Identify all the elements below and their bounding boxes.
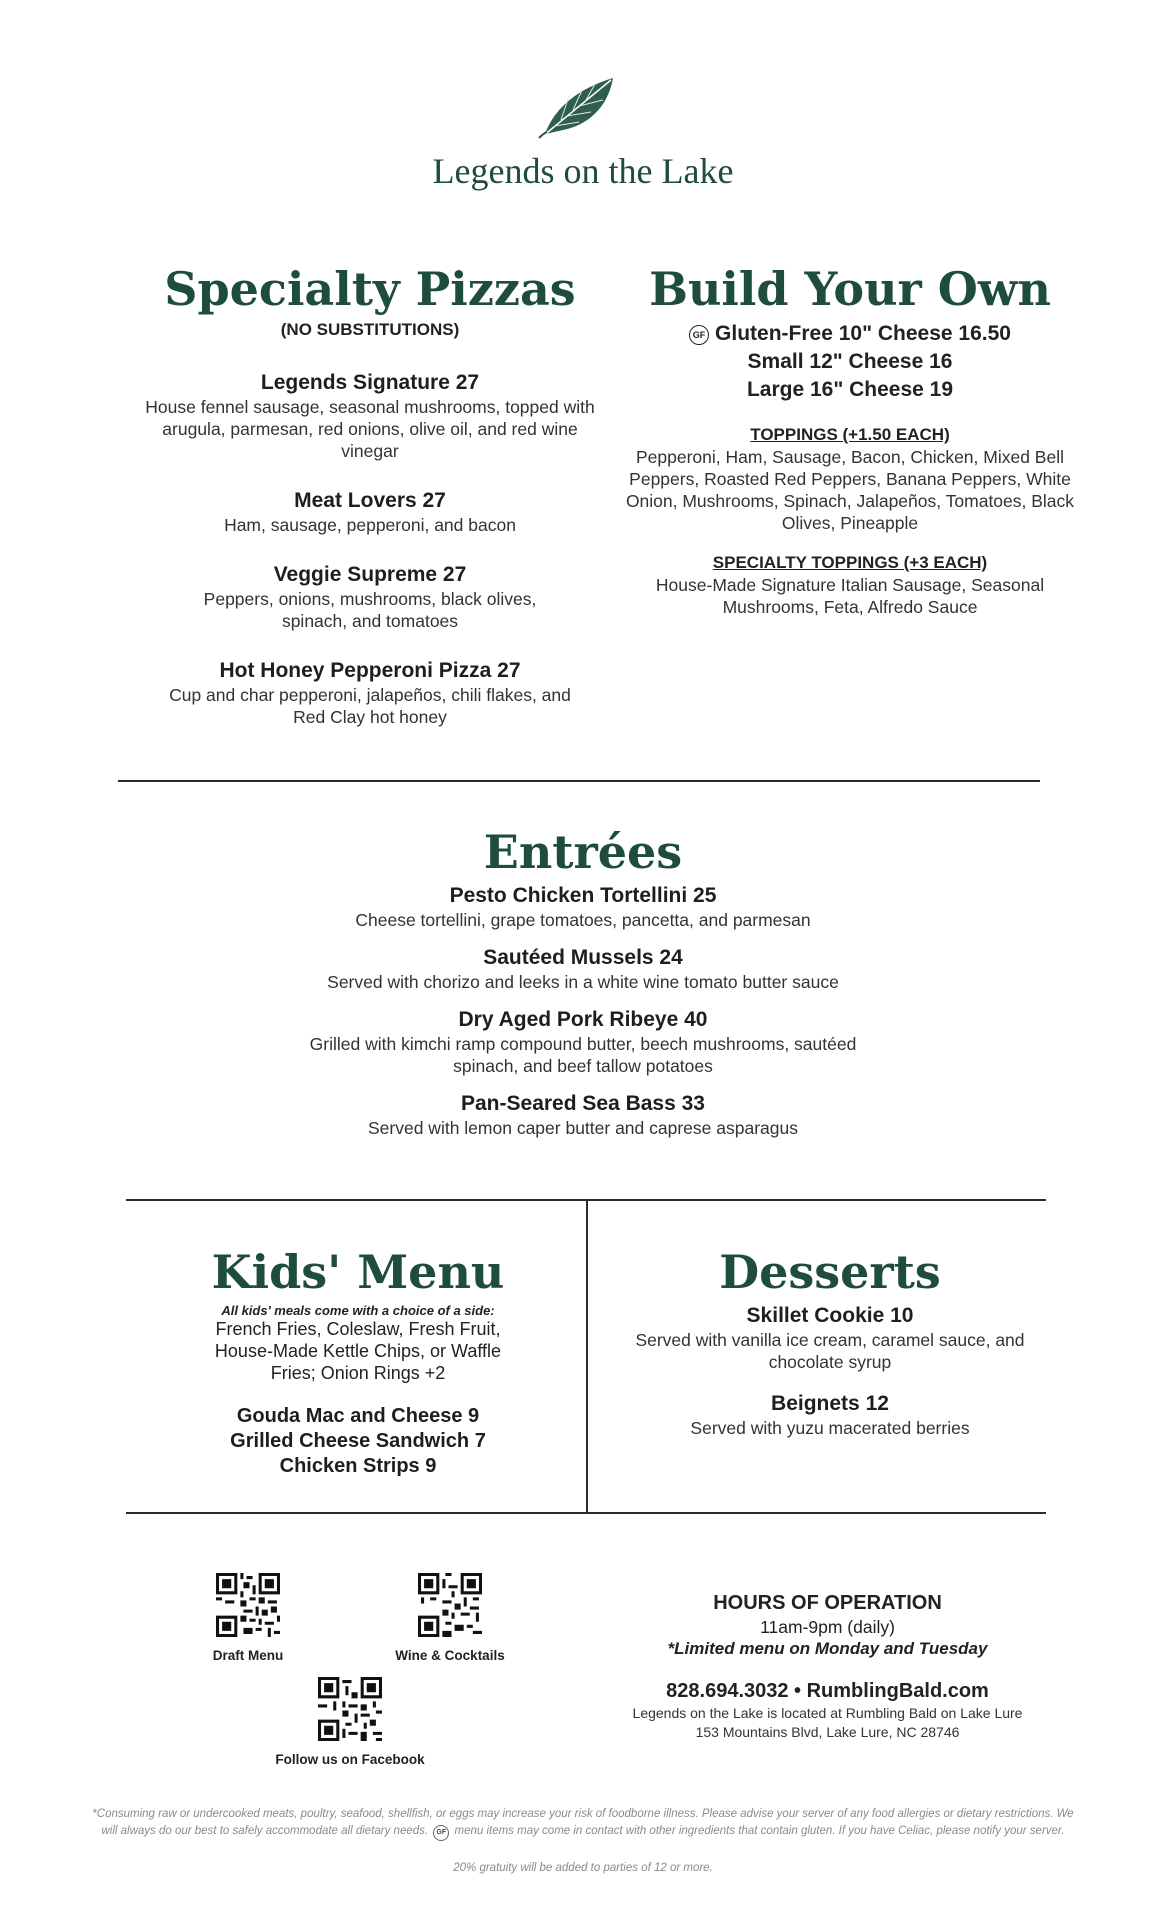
- gluten-free-icon: GF: [689, 325, 709, 345]
- item-name: Dry Aged Pork Ribeye 40: [458, 1008, 708, 1031]
- section-title: Kids' Menu: [211, 1245, 505, 1299]
- section-title: Build Your Own: [649, 262, 1051, 316]
- item-description: Served with vanilla ice cream, caramel sauce, and chocolate syrup: [635, 1330, 1025, 1372]
- qr-wine-cocktails[interactable]: [380, 1573, 520, 1663]
- item-description: Grilled with kimchi ramp compound butter, beech mushrooms, sautéed spinach, and beef tallow potatoes: [309, 1034, 857, 1076]
- item-name: Legends Signature 27: [260, 371, 480, 394]
- item-name: Meat Lovers 27: [294, 489, 446, 512]
- item-description: Cheese tortellini, grape tomatoes, pancetta, and parmesan: [355, 910, 811, 930]
- specialty-toppings-heading: SPECIALTY TOPPINGS (+3 EACH): [712, 553, 988, 572]
- menu-item: [130, 370, 610, 462]
- divider: [126, 1512, 1046, 1514]
- entrees-section: [250, 825, 916, 1139]
- item-description: Ham, sausage, pepperoni, and bacon: [224, 515, 516, 535]
- item-name: Skillet Cookie 10: [746, 1304, 914, 1327]
- qr-code-icon: [418, 1573, 482, 1637]
- menu-item: [250, 883, 916, 931]
- section-title: Desserts: [719, 1245, 941, 1299]
- hours-section: [600, 1590, 1055, 1742]
- location-text: Legends on the Lake is located at Rumbling Bald on Lake Lure: [632, 1705, 1023, 1721]
- item-name: Hot Honey Pepperoni Pizza 27: [219, 659, 521, 682]
- section-title: Specialty Pizzas: [164, 262, 576, 316]
- kids-items: [128, 1404, 588, 1479]
- qr-code-icon: [216, 1573, 280, 1637]
- item-name: Sautéed Mussels 24: [483, 946, 683, 969]
- size-option: Small 12" Cheese 16: [747, 350, 953, 373]
- hours-note: *Limited menu on Monday and Tuesday: [667, 1639, 988, 1658]
- hours-times: 11am-9pm (daily): [760, 1617, 895, 1637]
- disclaimer-text: *Consuming raw or undercooked meats, poultry, seafood, shellfish, or eggs may increase your risk of foodborne illness. Please advise your server of any food allergies or dietary restrictions. We will always do our best to safely accommodate all dietary needs.: [92, 1808, 1074, 1837]
- specialty-pizzas-section: [130, 262, 610, 728]
- hours-heading: HOURS OF OPERATION: [713, 1592, 942, 1614]
- build-your-own-section: [625, 262, 1075, 618]
- item-name: Beignets 12: [771, 1392, 889, 1415]
- section-subtitle: (NO SUBSTITUTIONS): [280, 320, 460, 339]
- menu-item: [250, 1007, 916, 1077]
- item-description: House fennel sausage, seasonal mushrooms, topped with arugula, parmesan, red onions, olive oil, and red wine vinegar: [145, 397, 595, 461]
- item-name: Pan-Seared Sea Bass 33: [461, 1092, 705, 1115]
- size-option: Large 16" Cheese 19: [746, 378, 954, 401]
- size-option: GF Gluten-Free 10" Cheese 16.50: [625, 320, 1075, 348]
- menu-item: [130, 488, 610, 536]
- menu-item: [605, 1391, 1055, 1439]
- qr-label: Draft Menu: [212, 1648, 284, 1663]
- item-description: Cup and char pepperoni, jalapeños, chili flakes, and Red Clay hot honey: [169, 685, 571, 727]
- desserts-section: [605, 1245, 1055, 1439]
- kids-note: All kids' meals come with a choice of a side:: [221, 1303, 495, 1318]
- divider: [118, 780, 1040, 782]
- item-description: Served with yuzu macerated berries: [690, 1418, 970, 1438]
- list-item: Grilled Cheese Sandwich 7: [230, 1430, 486, 1452]
- gluten-free-icon: GF: [433, 1825, 449, 1841]
- item-description: Served with chorizo and leeks in a white wine tomato butter sauce: [327, 972, 839, 992]
- specialty-toppings-list: House-Made Signature Italian Sausage, Seasonal Mushrooms, Feta, Alfredo Sauce: [655, 575, 1045, 617]
- menu-item: [250, 1091, 916, 1139]
- address-text: 153 Mountains Blvd, Lake Lure, NC 28746: [695, 1724, 960, 1740]
- toppings-heading: TOPPINGS (+1.50 EACH): [750, 425, 950, 444]
- section-title: Entrées: [483, 825, 683, 879]
- menu-item: [250, 945, 916, 993]
- size-list: [625, 320, 1075, 404]
- item-description: Served with lemon caper butter and caprese asparagus: [368, 1118, 798, 1138]
- contact-info[interactable]: 828.694.3032 • RumblingBald.com: [666, 1680, 989, 1702]
- qr-code-icon: [318, 1677, 382, 1741]
- item-name: Veggie Supreme 27: [273, 563, 467, 586]
- disclaimer-text-gf: menu items may come in contact with other ingredients that contain gluten. If you have Celiac, please notify your server.: [454, 1825, 1065, 1837]
- menu-item: [605, 1303, 1055, 1373]
- leaf-icon: [533, 72, 633, 140]
- qr-label: Wine & Cocktails: [395, 1648, 505, 1663]
- menu-item: [130, 562, 610, 632]
- menu-item: [130, 658, 610, 728]
- disclaimer: [85, 1806, 1081, 1841]
- qr-draft-menu[interactable]: [198, 1573, 298, 1663]
- qr-label: Follow us on Facebook: [275, 1752, 425, 1767]
- kids-menu-section: [128, 1245, 588, 1479]
- list-item: Chicken Strips 9: [279, 1455, 437, 1477]
- toppings-list: Pepperoni, Ham, Sausage, Bacon, Chicken, Mixed Bell Peppers, Roasted Red Peppers, Banana Peppers, White Onion, Mushrooms, Spinach, Jalapeños, Tomatoes, Black Olives, Pineapple: [625, 447, 1075, 533]
- list-item: Gouda Mac and Cheese 9: [236, 1405, 480, 1427]
- gratuity-note: 20% gratuity will be added to parties of 12 or more.: [453, 1862, 713, 1874]
- item-description: Peppers, onions, mushrooms, black olives, spinach, and tomatoes: [203, 589, 537, 631]
- item-name: Pesto Chicken Tortellini 25: [449, 884, 717, 907]
- kids-sides: French Fries, Coleslaw, Fresh Fruit, House-Made Kettle Chips, or Waffle Fries; Onion Rings +2: [214, 1319, 502, 1383]
- qr-facebook[interactable]: [255, 1677, 445, 1767]
- brand-name: Legends on the Lake: [432, 151, 734, 191]
